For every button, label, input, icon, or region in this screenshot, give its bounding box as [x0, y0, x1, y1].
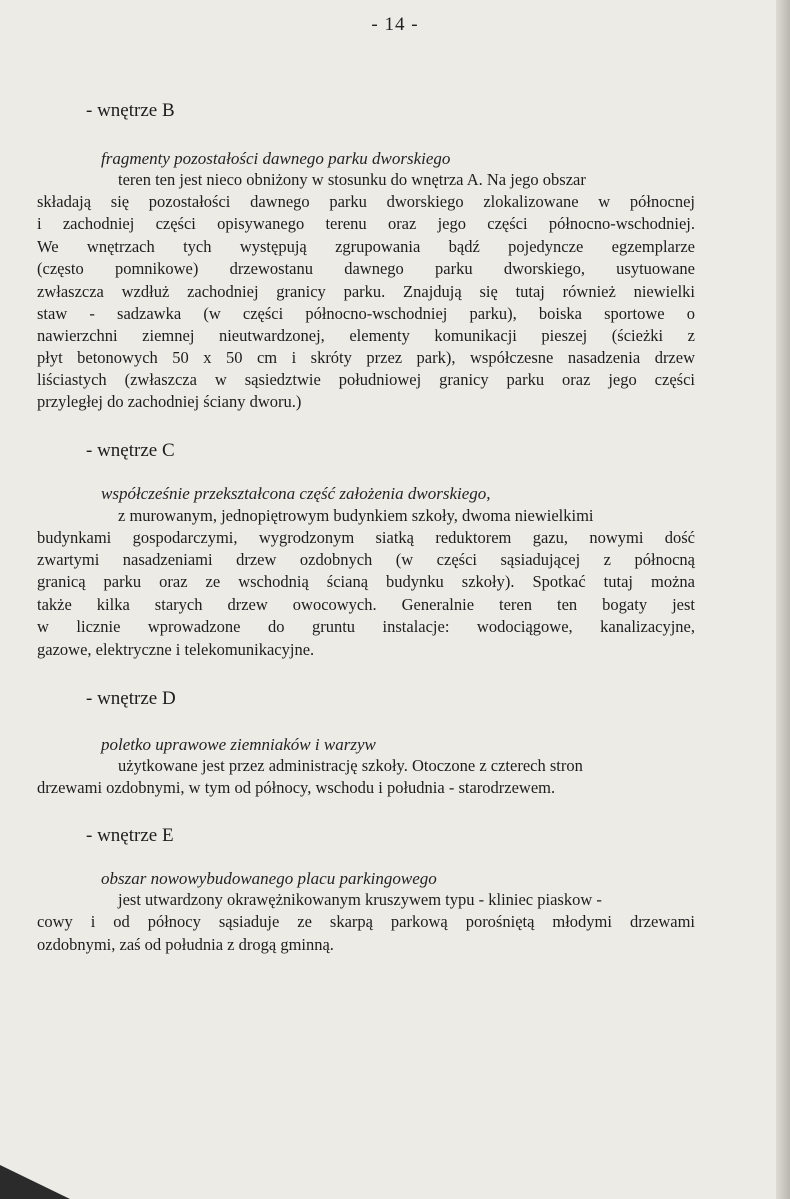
section-c-line-3: zwartymi nasadzeniami drzew ozdobnych (w części sąsiadującej z północną [37, 550, 695, 569]
scan-corner-mark [0, 1165, 70, 1199]
page-number: - 14 - [371, 14, 419, 35]
section-e-heading: - wnętrze E [86, 825, 174, 846]
section-b-line-1: teren ten jest nieco obniżony w stosunku do wnętrza A. Na jego obszar [118, 170, 586, 189]
section-c-subtitle: współcześnie przekształcona część założenia dworskiego, [101, 484, 491, 503]
section-d-line-2: drzewami ozdobnymi, w tym od północy, wschodu i południa - starodrzewem. [37, 778, 556, 797]
section-c-line-7: gazowe, elektryczne i telekomunikacyjne. [37, 640, 315, 659]
section-c-line-6: w licznie wprowadzone do gruntu instalacje: wodociągowe, kanalizacyjne, [37, 617, 695, 636]
section-c-line-2: budynkami gospodarczymi, wygrodzonym siatką reduktorem gazu, nowymi dość [37, 528, 695, 547]
section-b-line-7: staw - sadzawka (w części północno-wschodniej parku), boiska sportowe o [37, 304, 695, 323]
section-b-line-4: We wnętrzach tych występują zgrupowania bądź pojedyncze egzemplarze [37, 237, 695, 256]
section-b-subtitle: fragmenty pozostałości dawnego parku dworskiego [101, 149, 451, 168]
section-b-line-3: i zachodniej części opisywanego terenu oraz jego części północno-wschodniej. [37, 214, 695, 233]
section-d-heading: - wnętrze D [86, 688, 176, 709]
page-edge-shadow [776, 0, 790, 1199]
section-d-line-1: użytkowane jest przez administrację szkoły. Otoczone z czterech stron [118, 756, 583, 775]
section-c-line-1: z murowanym, jednopiętrowym budynkiem szkoły, dwoma niewielkimi [118, 506, 594, 525]
section-b-line-5: (często pomnikowe) drzewostanu dawnego parku dworskiego, usytuowane [37, 259, 695, 278]
section-b-line-11: przyległej do zachodniej ściany dworu.) [37, 392, 302, 411]
section-e-line-3: ozdobnymi, zaś od południa z drogą gminną. [37, 935, 334, 954]
section-e-line-2: cowy i od północy sąsiaduje ze skarpą parkową porośniętą młodymi drzewami [37, 912, 695, 931]
section-c-line-4: granicą parku oraz ze wschodnią ścianą budynku szkoły). Spotkać tutaj można [37, 572, 695, 591]
section-b-heading: - wnętrze B [86, 100, 175, 121]
section-b-line-9: płyt betonowych 50 x 50 cm i skróty przez park), współczesne nasadzenia drzew [37, 348, 695, 367]
section-b-line-6: zwłaszcza wzdłuż zachodniej granicy parku. Znajdują się tutaj również niewielki [37, 282, 695, 301]
section-e-subtitle: obszar nowowybudowanego placu parkingowego [101, 869, 437, 888]
section-d-subtitle: poletko uprawowe ziemniaków i warzyw [101, 735, 376, 754]
section-b-line-10: liściastych (zwłaszcza w sąsiedztwie południowej granicy parku oraz jego części [37, 370, 695, 389]
section-b-line-8: nawierzchni ziemnej nieutwardzonej, elementy komunikacji pieszej (ścieżki z [37, 326, 695, 345]
section-e-line-1: jest utwardzony okrawężnikowanym kruszywem typu - kliniec piaskow - [118, 890, 602, 909]
section-c-line-5: także kilka starych drzew owocowych. Generalnie teren ten bogaty jest [37, 595, 695, 614]
section-b-line-2: składają się pozostałości dawnego parku dworskiego zlokalizowane w północnej [37, 192, 695, 211]
section-c-heading: - wnętrze C [86, 440, 175, 461]
